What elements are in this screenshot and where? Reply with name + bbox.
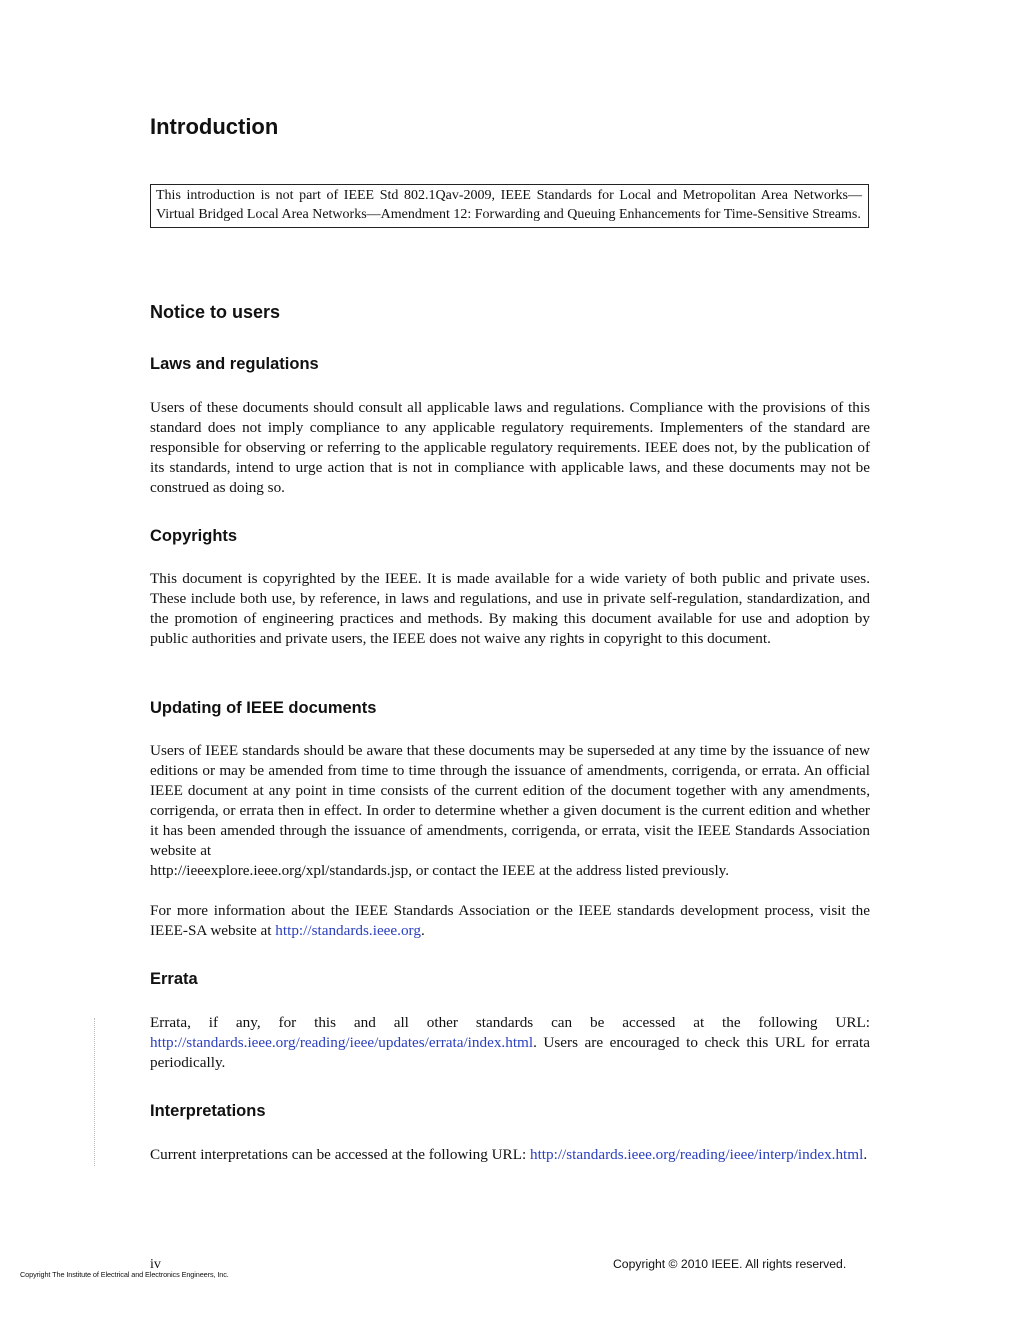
updating-text: Users of IEEE standards should be aware that these documents may be superseded at any time by the issuance of new editions or may be amended from time to time through the issuance of amendments, corrigenda, or errata. An official IEEE document at any point in time consists of the current edition of the document together with any amendments, corrigenda, or errata then in effect. In order to determine whether a given document is the current edition and whether it has been amended through the issuance of amendments, corrigenda, or errata, visit the IEEE Standards Association website at [150,742,870,859]
ieee-sa-website-link[interactable]: http://standards.ieee.org [275,922,421,939]
interpretations-suffix: . [863,1146,868,1163]
interpretations-text: Current interpretations can be accessed at the following URL: [150,1146,530,1163]
section-heading-errata: Errata [150,970,198,988]
intro-note-box: This introduction is not part of IEEE Std 802.1Qav-2009, IEEE Standards for Local and Metropolitan Area Networks—Virtual Bridged Local Area Networks—Amendment 12: Forwarding and Queuing Enhancements for Time-Sensitive Streams. [150,184,869,228]
section-heading-updating: Updating of IEEE documents [150,699,377,717]
section-heading-interpretations: Interpretations [150,1102,266,1120]
section-heading-laws: Laws and regulations [150,355,319,373]
copyrights-paragraph: This document is copyrighted by the IEEE. It is made available for a wide variety of both public and private uses. These include both use, by reference, in laws and regulations, and use in private self-regulation, standardization, and the promotion of engineering practices and methods. By making this document available for use and adoption by public authorities and private users, the IEEE does not waive any rights in copyright to this document. [150,570,870,647]
section-heading-notice: Notice to users [150,302,281,322]
section-heading-copyrights: Copyrights [150,527,238,545]
interpretations-paragraph [150,1145,870,1165]
updating-more-suffix: . [420,922,425,939]
margin-dotted-mark [94,1018,95,1166]
interpretations-link[interactable]: http://standards.ieee.org/reading/ieee/interp/index.html [529,1146,864,1163]
updating-more-paragraph [150,901,870,941]
watermark-copyright: Copyright The Institute of Electrical and Electronics Engineers, Inc. [20,1270,229,1279]
errata-suffix: . Users are encouraged to check this URL for errata periodically. [150,1034,870,1071]
errata-link[interactable]: http://standards.ieee.org/reading/ieee/updates/errata/index.html [150,1034,534,1051]
page-title: Introduction [150,114,279,139]
laws-paragraph: Users of these documents should consult all applicable laws and regulations. Compliance with the provisions of this standard does not imply compliance to any applicable regulatory requirements. Implementers of the standard are responsible for observing or referring to the applicable regulatory requirements. IEEE does not, by the publication of its standards, intend to urge action that is not in compliance with applicable laws, and these documents may not be construed as doing so. [150,399,870,496]
page-number: iv [150,1257,161,1272]
errata-paragraph [150,1013,870,1073]
errata-text: Errata, if any, for this and all other standards can be accessed at the following URL: [150,1014,870,1031]
updating-paragraph [150,741,870,881]
updating-text-after: http://ieeexplore.ieee.org/xpl/standards.jsp, or contact the IEEE at the address listed previously. [150,862,730,879]
updating-more-text: For more information about the IEEE Standards Association or the IEEE standards development process, visit the IEEE-SA website at [150,902,870,939]
footer-copyright: Copyright © 2010 IEEE. All rights reserved. [613,1257,847,1271]
